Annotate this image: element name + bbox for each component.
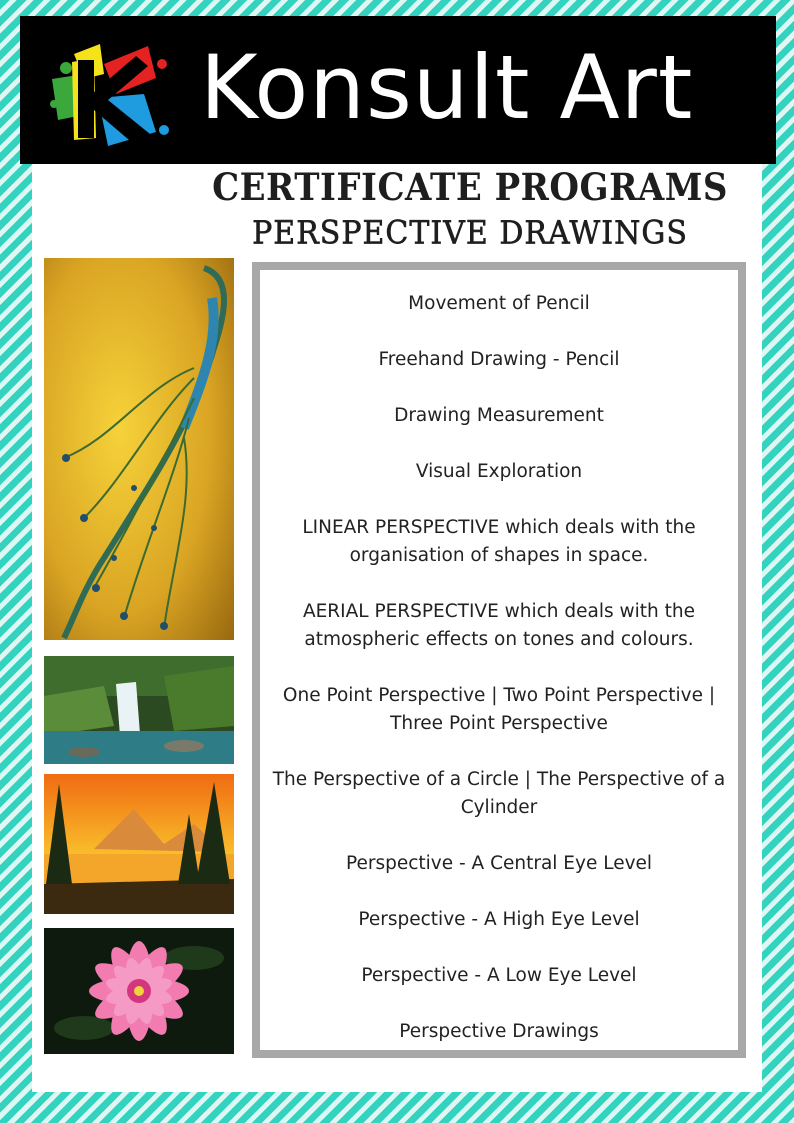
program-title: CERTIFICATE PROGRAMS (212, 166, 728, 210)
pink-dahlia-painting (44, 928, 234, 1054)
topic-item: AERIAL PERSPECTIVE which deals with the atmospheric effects on tones and colours. (302, 601, 696, 650)
topics-frame (252, 262, 746, 1058)
topic-item: Drawing Measurement (394, 405, 604, 426)
topic-item: Perspective Drawings (399, 1021, 599, 1042)
topic-item: Visual Exploration (415, 461, 583, 482)
brand-name: Konsult Art (200, 36, 694, 139)
topic-item: Perspective - A Low Eye Level (361, 965, 637, 986)
topic-item: One Point Perspective | Two Point Perspective | Three Point Perspective (282, 685, 716, 734)
topic-item: Perspective - A Central Eye Level (345, 853, 653, 874)
brand-header (20, 16, 776, 164)
peacock-painting (44, 258, 234, 640)
waterfall-painting (44, 656, 234, 764)
topic-item: Freehand Drawing - Pencil (378, 349, 620, 370)
topic-item: LINEAR PERSPECTIVE which deals with the organisation of shapes in space. (302, 517, 696, 566)
topic-item: Movement of Pencil (408, 293, 590, 314)
sunset-mountain-lake-painting (44, 774, 234, 914)
course-title: PERSPECTIVE DRAWINGS (252, 215, 688, 252)
topic-item: The Perspective of a Circle | The Perspective of a Cylinder (272, 769, 726, 818)
paint-splash-k-logo-icon (44, 34, 184, 154)
topic-item: Perspective - A High Eye Level (358, 909, 640, 930)
